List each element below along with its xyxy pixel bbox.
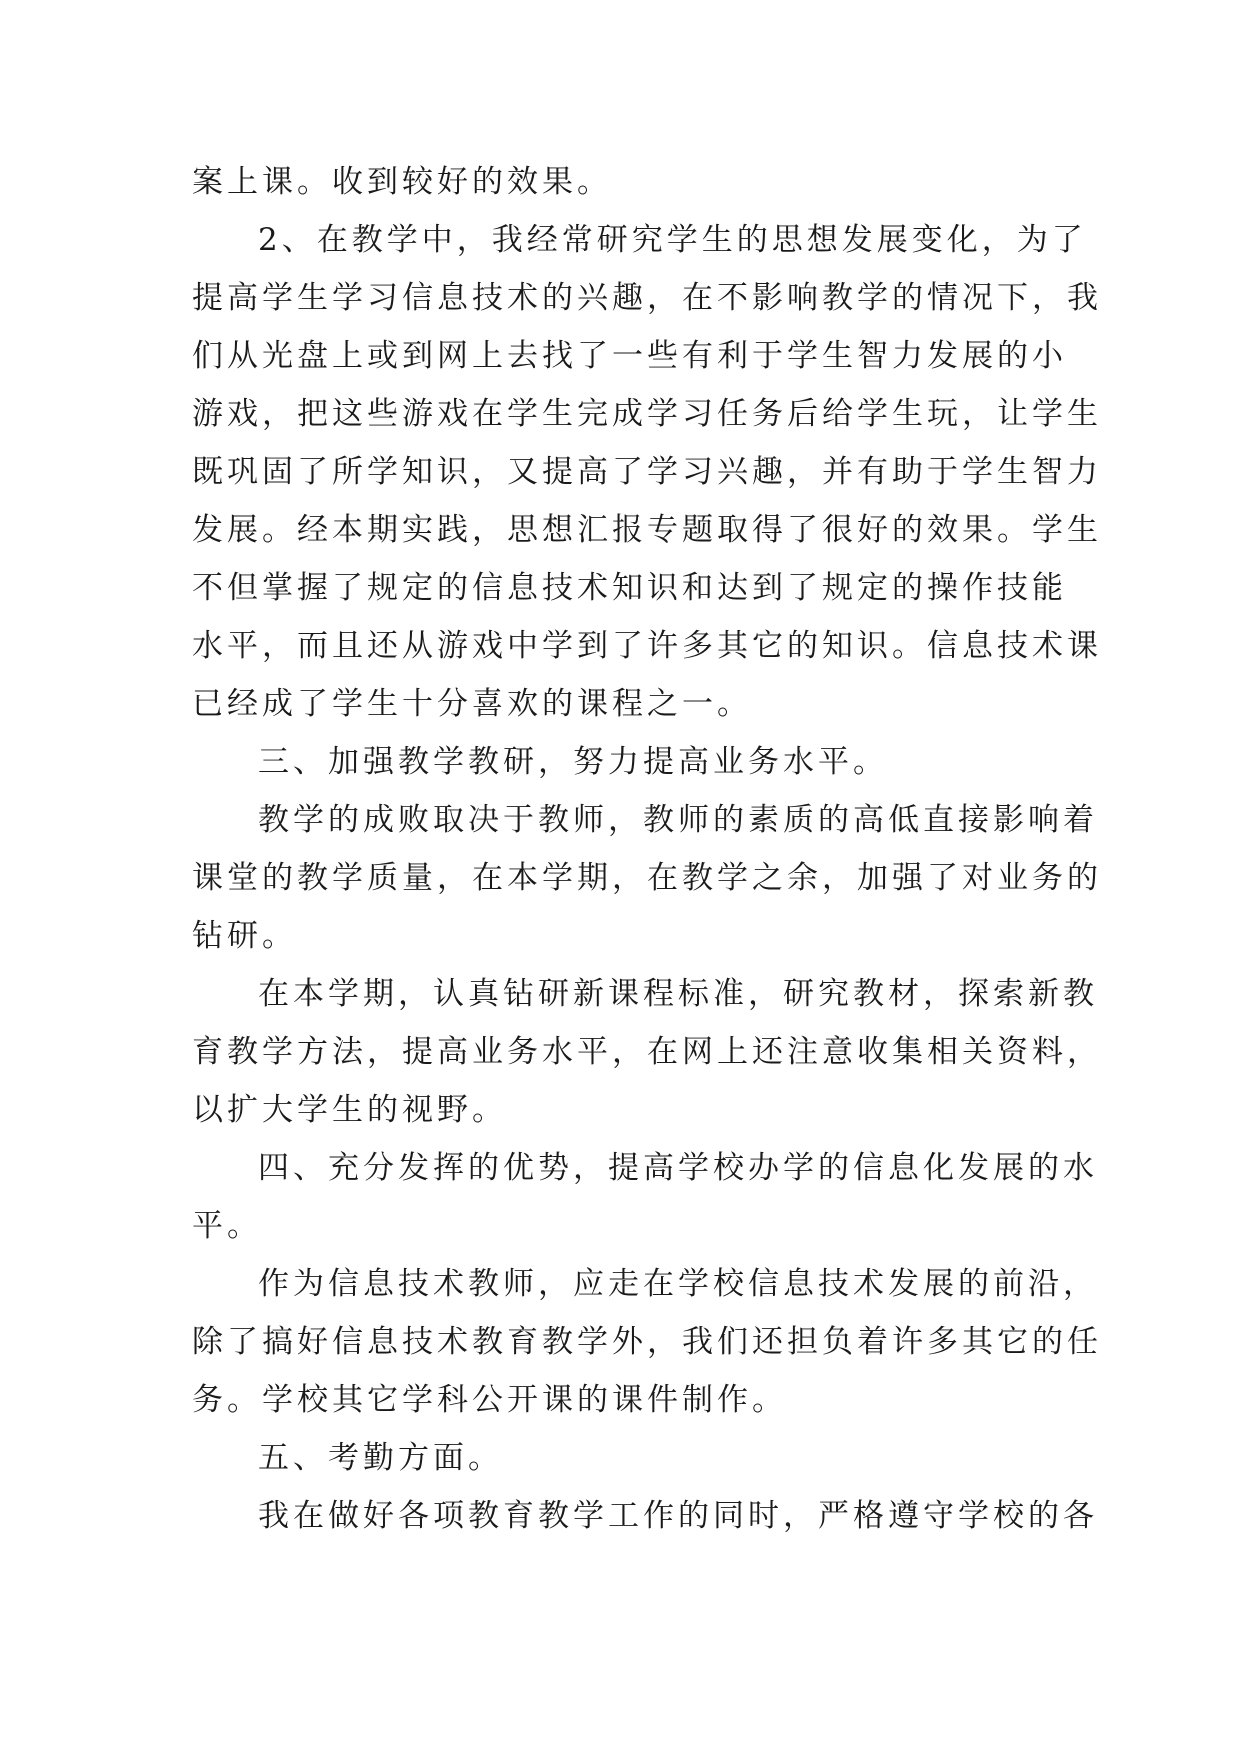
text-line: 育教学方法，提高业务水平，在网上还注意收集相关资料， — [192, 1034, 1102, 1070]
text-line: 在本学期，认真钻研新课程标准，研究教材，探索新教 — [258, 976, 1098, 1012]
text-line: 案上课。收到较好的效果。 — [192, 164, 612, 200]
section-heading: 三、加强教学教研，努力提高业务水平。 — [258, 744, 888, 780]
text-line: 平。 — [192, 1208, 262, 1244]
text-line: 钻研。 — [192, 918, 297, 954]
section-heading: 四、充分发挥的优势，提高学校办学的信息化发展的水 — [258, 1150, 1098, 1186]
text-line: 教学的成败取决于教师，教师的素质的高低直接影响着 — [258, 802, 1098, 838]
section-heading: 五、考勤方面。 — [258, 1440, 503, 1476]
text-line: 发展。经本期实践，思想汇报专题取得了很好的效果。学生 — [192, 512, 1102, 548]
text-line: 我在做好各项教育教学工作的同时，严格遵守学校的各 — [258, 1498, 1098, 1534]
text-line: 们从光盘上或到网上去找了一些有利于学生智力发展的小 — [192, 338, 1067, 374]
text-line: 课堂的教学质量，在本学期，在教学之余，加强了对业务的 — [192, 860, 1102, 896]
text-line: 已经成了学生十分喜欢的课程之一。 — [192, 686, 752, 722]
text-line: 作为信息技术教师，应走在学校信息技术发展的前沿， — [258, 1266, 1098, 1302]
text-line: 2、在教学中，我经常研究学生的思想发展变化，为了 — [258, 222, 1087, 258]
document-body — [192, 153, 1102, 1545]
text-line: 不但掌握了规定的信息技术知识和达到了规定的操作技能 — [192, 570, 1067, 606]
text-line: 既巩固了所学知识，又提高了学习兴趣，并有助于学生智力 — [192, 454, 1102, 490]
text-line: 水平，而且还从游戏中学到了许多其它的知识。信息技术课 — [192, 628, 1102, 664]
text-line: 务。学校其它学科公开课的课件制作。 — [192, 1382, 787, 1418]
text-line: 提高学生学习信息技术的兴趣，在不影响教学的情况下，我 — [192, 280, 1102, 316]
text-line: 游戏，把这些游戏在学生完成学习任务后给学生玩，让学生 — [192, 396, 1102, 432]
text-line: 除了搞好信息技术教育教学外，我们还担负着许多其它的任 — [192, 1324, 1102, 1360]
text-line: 以扩大学生的视野。 — [192, 1092, 507, 1128]
